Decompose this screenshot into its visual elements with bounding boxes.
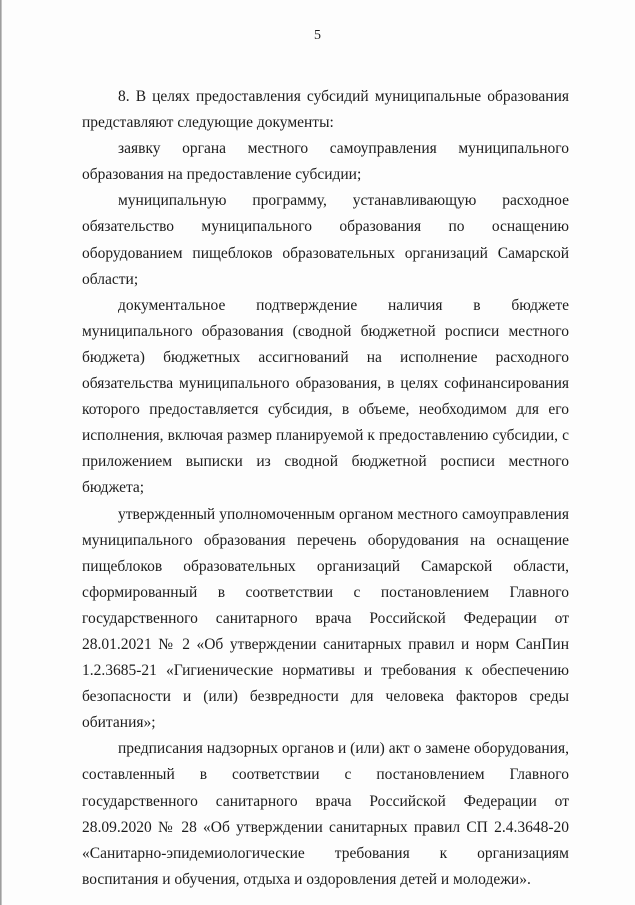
paragraph-application: заявку органа местного самоуправления муниципального образования на предоставление субсидии;: [82, 140, 569, 184]
document-body: [82, 84, 569, 893]
page-number: 5: [314, 28, 321, 43]
paragraph-equipment-list: утвержденный уполномоченным органом местного самоуправления муниципального образования перечень оборудования на оснащение пищеблоков образовательных организаций Самарской области, сформированный в соответствии с постановлением Главного государственного санитарного врача Российской Федерации от 28.01.2021 № 2 «Об утверждении санитарных правил и норм СанПин 1.2.3685-21 «Гигиенические нормативы и требования к обеспечению безопасности и (или) безвредности для человека факторов среды обитания»;: [82, 505, 569, 732]
paragraph-supervisory-orders: предписания надзорных органов и (или) акт о замене оборудования, составленный в соответствии с постановлением Главного государственного санитарного врача Российской Федерации от 28.09.2020 № 28 «Об утверждении санитарных правил СП 2.4.3648-20 «Санитарно-эпидемиологические требования к организациям воспитания и обучения, отдыха и оздоровления детей и молодежи».: [82, 740, 569, 888]
paragraph-budget-confirmation: документальное подтверждение наличия в бюджете муниципального образования (сводной бюджетной росписи местного бюджета) бюджетных ассигнований на исполнение расходного обязательства муниципального образования, в целях софинансирования которого предоставляется субсидия, в объеме, необходимом для его исполнения, включая размер планируемой к предоставлению субсидии, с приложением выписки из сводной бюджетной росписи местного бюджета;: [82, 296, 569, 497]
paragraph-intro: 8. В целях предоставления субсидий муниципальные образования представляют следующие документы:: [82, 88, 569, 132]
paragraph-municipal-program: муниципальную программу, устанавливающую расходное обязательство муниципального образования по оснащению оборудованием пищеблоков образовательных организаций Самарской области;: [82, 192, 569, 288]
scan-edge: [0, 0, 2, 905]
